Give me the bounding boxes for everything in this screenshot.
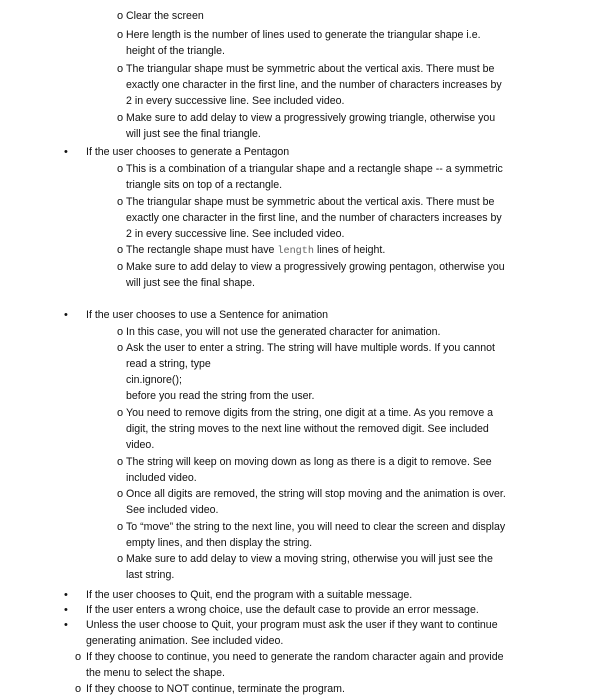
item-remove-line-3: video. [126, 439, 155, 451]
circle-bullet-icon: o [75, 651, 82, 663]
item-clear-screen: Clear the screen [126, 10, 204, 22]
circle-bullet-icon: o [117, 29, 124, 41]
item-combination-line-1: This is a combination of a triangular shape and a rectangle shape -- a symmetric [126, 163, 503, 175]
bullet-icon: • [64, 309, 68, 321]
circle-bullet-icon: o [117, 244, 124, 256]
item-ask-line-3: cin.ignore(); [126, 374, 182, 386]
circle-bullet-icon: o [117, 112, 124, 124]
circle-bullet-icon: o [117, 521, 124, 533]
item-length-line-2: height of the triangle. [126, 45, 225, 57]
item-keep-moving-line-2: included video. [126, 472, 197, 484]
circle-bullet-icon: o [117, 63, 124, 75]
item-symmetric-line-3: 2 in every successive line. See included video. [126, 95, 345, 107]
item-stop-line-2: See included video. [126, 504, 219, 516]
circle-bullet-icon: o [75, 683, 82, 695]
item-terminate: If they choose to NOT continue, terminate the program. [86, 683, 345, 695]
item-ask-line-1: Ask the user to enter a string. The string will have multiple words. If you cannot [126, 342, 495, 354]
item-delay-line-2: will just see the final triangle. [126, 128, 261, 140]
item-pentagon: If the user chooses to generate a Pentagon [86, 146, 290, 158]
item-remove-line-2: digit, the string moves to the next line without the removed digit. See included [126, 423, 489, 435]
item-choose-continue-line-2: the menu to select the shape. [86, 667, 225, 679]
item-symmetric-line-2: exactly one character in the first line, and the number of characters increases by [126, 79, 502, 91]
circle-bullet-icon: o [117, 326, 124, 338]
item-keep-moving-line-1: The string will keep on moving down as long as there is a digit to remove. See [126, 456, 492, 468]
item-pent-symmetric-line-3: 2 in every successive line. See included video. [126, 228, 345, 240]
item-continue-line-1: Unless the user choose to Quit, your program must ask the user if they want to continue [86, 619, 498, 631]
item-remove-line-1: You need to remove digits from the string, one digit at a time. As you remove a [126, 407, 494, 419]
length-code: length [277, 246, 315, 257]
item-pent-symmetric-line-1: The triangular shape must be symmetric about the vertical axis. There must be [126, 196, 495, 208]
item-wrong-choice: If the user enters a wrong choice, use the default case to provide an error message. [86, 604, 479, 616]
item-move-line-2: empty lines, and then display the string. [126, 537, 313, 549]
item-sent-delay-line-1: Make sure to add delay to view a moving string, otherwise you will just see the [126, 553, 493, 565]
item-symmetric-line-1: The triangular shape must be symmetric about the vertical axis. There must be [126, 63, 495, 75]
item-ask-line-4: before you read the string from the user. [126, 390, 315, 402]
bullet-icon: • [64, 604, 68, 616]
circle-bullet-icon: o [117, 407, 124, 419]
item-ask-line-2: read a string, type [126, 358, 211, 370]
item-combination-line-2: triangle sits on top of a rectangle. [126, 179, 283, 191]
item-pent-delay-line-2: will just see the final shape. [126, 277, 255, 289]
item-pent-delay-line-1: Make sure to add delay to view a progressively growing pentagon, otherwise you [126, 261, 505, 273]
item-choose-continue-line-1: If they choose to continue, you need to generate the random character again and provide [86, 651, 504, 663]
circle-bullet-icon: o [117, 456, 124, 468]
circle-bullet-icon: o [117, 10, 124, 22]
bullet-icon: • [64, 589, 68, 601]
item-length-line-1: Here length is the number of lines used to generate the triangular shape i.e. [126, 29, 481, 41]
item-quit: If the user chooses to Quit, end the program with a suitable message. [86, 589, 413, 601]
circle-bullet-icon: o [117, 163, 124, 175]
item-no-char: In this case, you will not use the generated character for animation. [126, 326, 441, 338]
circle-bullet-icon: o [117, 488, 124, 500]
item-delay-line-1: Make sure to add delay to view a progressively growing triangle, otherwise you [126, 112, 496, 124]
rectangle-text-pre: The rectangle shape must have [126, 244, 278, 256]
item-stop-line-1: Once all digits are removed, the string will stop moving and the animation is over. [126, 488, 506, 500]
item-rectangle [126, 243, 385, 259]
item-sent-delay-line-2: last string. [126, 569, 175, 581]
circle-bullet-icon: o [117, 342, 124, 354]
bullet-icon: • [64, 146, 68, 158]
item-move-line-1: To “move” the string to the next line, you will need to clear the screen and display [126, 521, 506, 533]
bullet-icon: • [64, 619, 68, 631]
item-continue-line-2: generating animation. See included video. [86, 635, 284, 647]
rectangle-text-post: lines of height. [314, 244, 386, 256]
item-pent-symmetric-line-2: exactly one character in the first line, and the number of characters increases by [126, 212, 502, 224]
circle-bullet-icon: o [117, 196, 124, 208]
circle-bullet-icon: o [117, 261, 124, 273]
item-sentence: If the user chooses to use a Sentence for animation [86, 309, 329, 321]
circle-bullet-icon: o [117, 553, 124, 565]
